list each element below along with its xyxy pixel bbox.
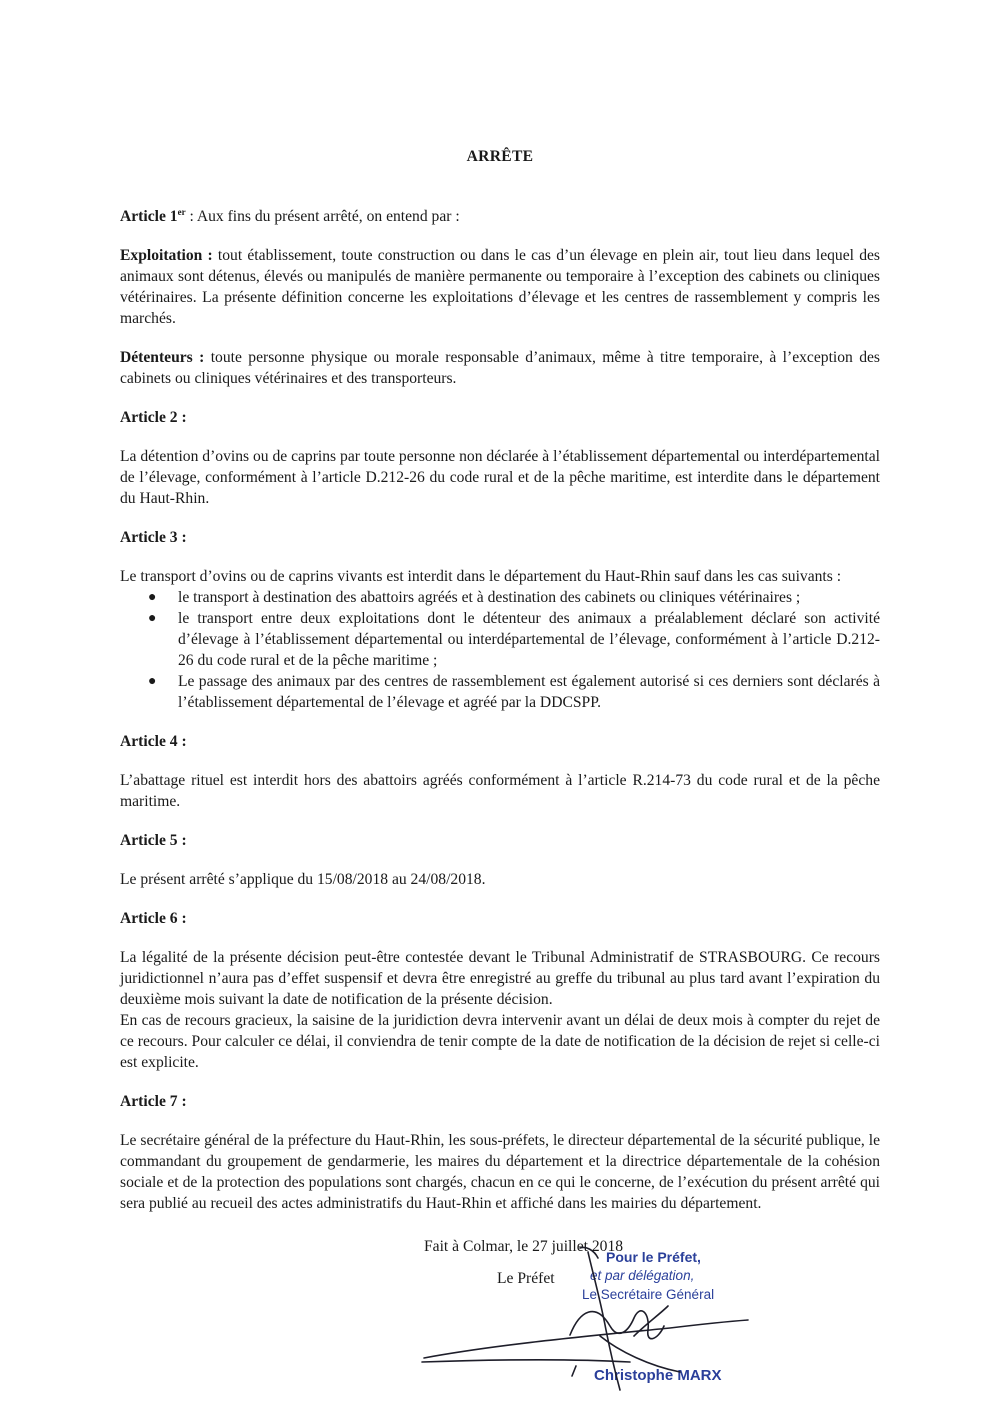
article-2-label: Article 2 :	[120, 409, 187, 426]
article-5-label: Article 5 :	[120, 832, 187, 849]
stamp-line-1: Pour le Préfet,	[606, 1249, 701, 1265]
article-7-label: Article 7 :	[120, 1093, 187, 1110]
article-5-text: Le présent arrêté s’applique du 15/08/2018 au 24/08/2018.	[120, 871, 486, 888]
document-title: ARRÊTE	[466, 148, 534, 165]
article-1-intro	[120, 206, 880, 227]
article-6-label: Article 6 :	[120, 910, 187, 927]
article-7-text: Le secrétaire général de la préfecture du Haut-Rhin, les sous-préfets, le directeur départemental de la sécurité publique, le commandant du groupement de gendarmerie, les maires du département et la directrice départementale de la cohésion sociale et de la protection des populations sont chargés, chacun en ce qui le concerne, de l’exécution du présent arrêté qui sera publié au recueil des actes administratifs du Haut-Rhin et affiché dans les mairies du département.	[120, 1132, 880, 1212]
definition-detenteurs	[120, 347, 880, 389]
article-1-label: Article 1er	[120, 206, 186, 225]
stamp-line-3: Le Secrétaire Général	[582, 1287, 715, 1302]
signature-place-date: Fait à Colmar, le 27 juillet 2018	[424, 1238, 624, 1255]
definition-text-exploitation: tout établissement, toute construction ou dans le cas d’un élevage en plein air, tout lieu dans lequel des animaux sont détenus, élevés ou manipulés de manière permanente ou temporaire à l’exception des cabinets ou cliniques vétérinaires. La présente définition concerne les exploitations d’élevage et les centres de rassemblement y compris les marchés.	[120, 247, 880, 327]
stamp-name: Christophe MARX	[594, 1367, 722, 1384]
article-4-label: Article 4 :	[120, 733, 187, 750]
article-2-text: La détention d’ovins ou de caprins par toute personne non déclarée à l’établissement départemental ou interdépartemental de l’élevage, conformément à l’article D.212-26 du code rural et de la pêche maritime, est interdite dans le département du Haut-Rhin.	[120, 448, 880, 507]
handwritten-signature	[420, 1240, 760, 1400]
definition-term-exploitation: Exploitation :	[120, 247, 213, 264]
bullet-icon: ●	[148, 590, 157, 605]
bullet-icon: ●	[148, 674, 157, 689]
article-6-text-2: En cas de recours gracieux, la saisine de la juridiction devra intervenir avant un délai de deux mois à compter du rejet de ce recours. Pour calculer ce délai, il conviendra de tenir compte de la date de notification de la décision de rejet si celle-ci est explicite.	[120, 1012, 880, 1071]
article-1-intro-text: : Aux fins du présent arrêté, on entend par :	[185, 208, 460, 225]
definition-text-detenteurs: toute personne physique ou morale responsable d’animaux, même à titre temporaire, à l’exception des cabinets ou cliniques vétérinaires et des transporteurs.	[120, 349, 880, 387]
document-body	[120, 206, 880, 1214]
list-item: ● Le passage des animaux par des centres de rassemblement est également autorisé si ces derniers sont déclarés à l’établissement départemental de l’élevage et agréé par la DDCSPP.	[148, 673, 880, 711]
signature-role: Le Préfet	[497, 1270, 555, 1287]
stamp-line-2: et par délégation,	[590, 1268, 695, 1283]
bullet-icon: ●	[148, 611, 157, 626]
article-3-text: Le transport d’ovins ou de caprins vivants est interdit dans le département du Haut-Rhin sauf dans les cas suivants :	[120, 568, 842, 585]
list-item: ● le transport à destination des abattoirs agréés et à destination des cabinets ou cliniques vétérinaires ;	[148, 589, 801, 606]
definition-exploitation	[120, 245, 880, 329]
article-4-text: L’abattage rituel est interdit hors des abattoirs agréés conformément à l’article R.214-73 du code rural et de la pêche maritime.	[120, 772, 880, 810]
list-item: ● le transport entre deux exploitations dont le détenteur des animaux a préalablement déclaré son activité d’élevage à l’établissement départemental ou interdépartemental de l’élevage, conformément à l’article D.212-26 du code rural et de la pêche maritime ;	[148, 610, 880, 669]
article-3-label: Article 3 :	[120, 529, 187, 546]
article-3-bullet-list	[120, 587, 880, 713]
article-6-text-1: La légalité de la présente décision peut-être contestée devant le Tribunal Administratif de STRASBOURG. Ce recours juridictionnel n’aura pas d’effet suspensif et devra être enregistré au greffe du tribunal au plus tard avant l’expiration du deuxième mois suivant la date de notification de la présente décision.	[120, 949, 880, 1008]
definition-term-detenteurs: Détenteurs :	[120, 349, 205, 366]
